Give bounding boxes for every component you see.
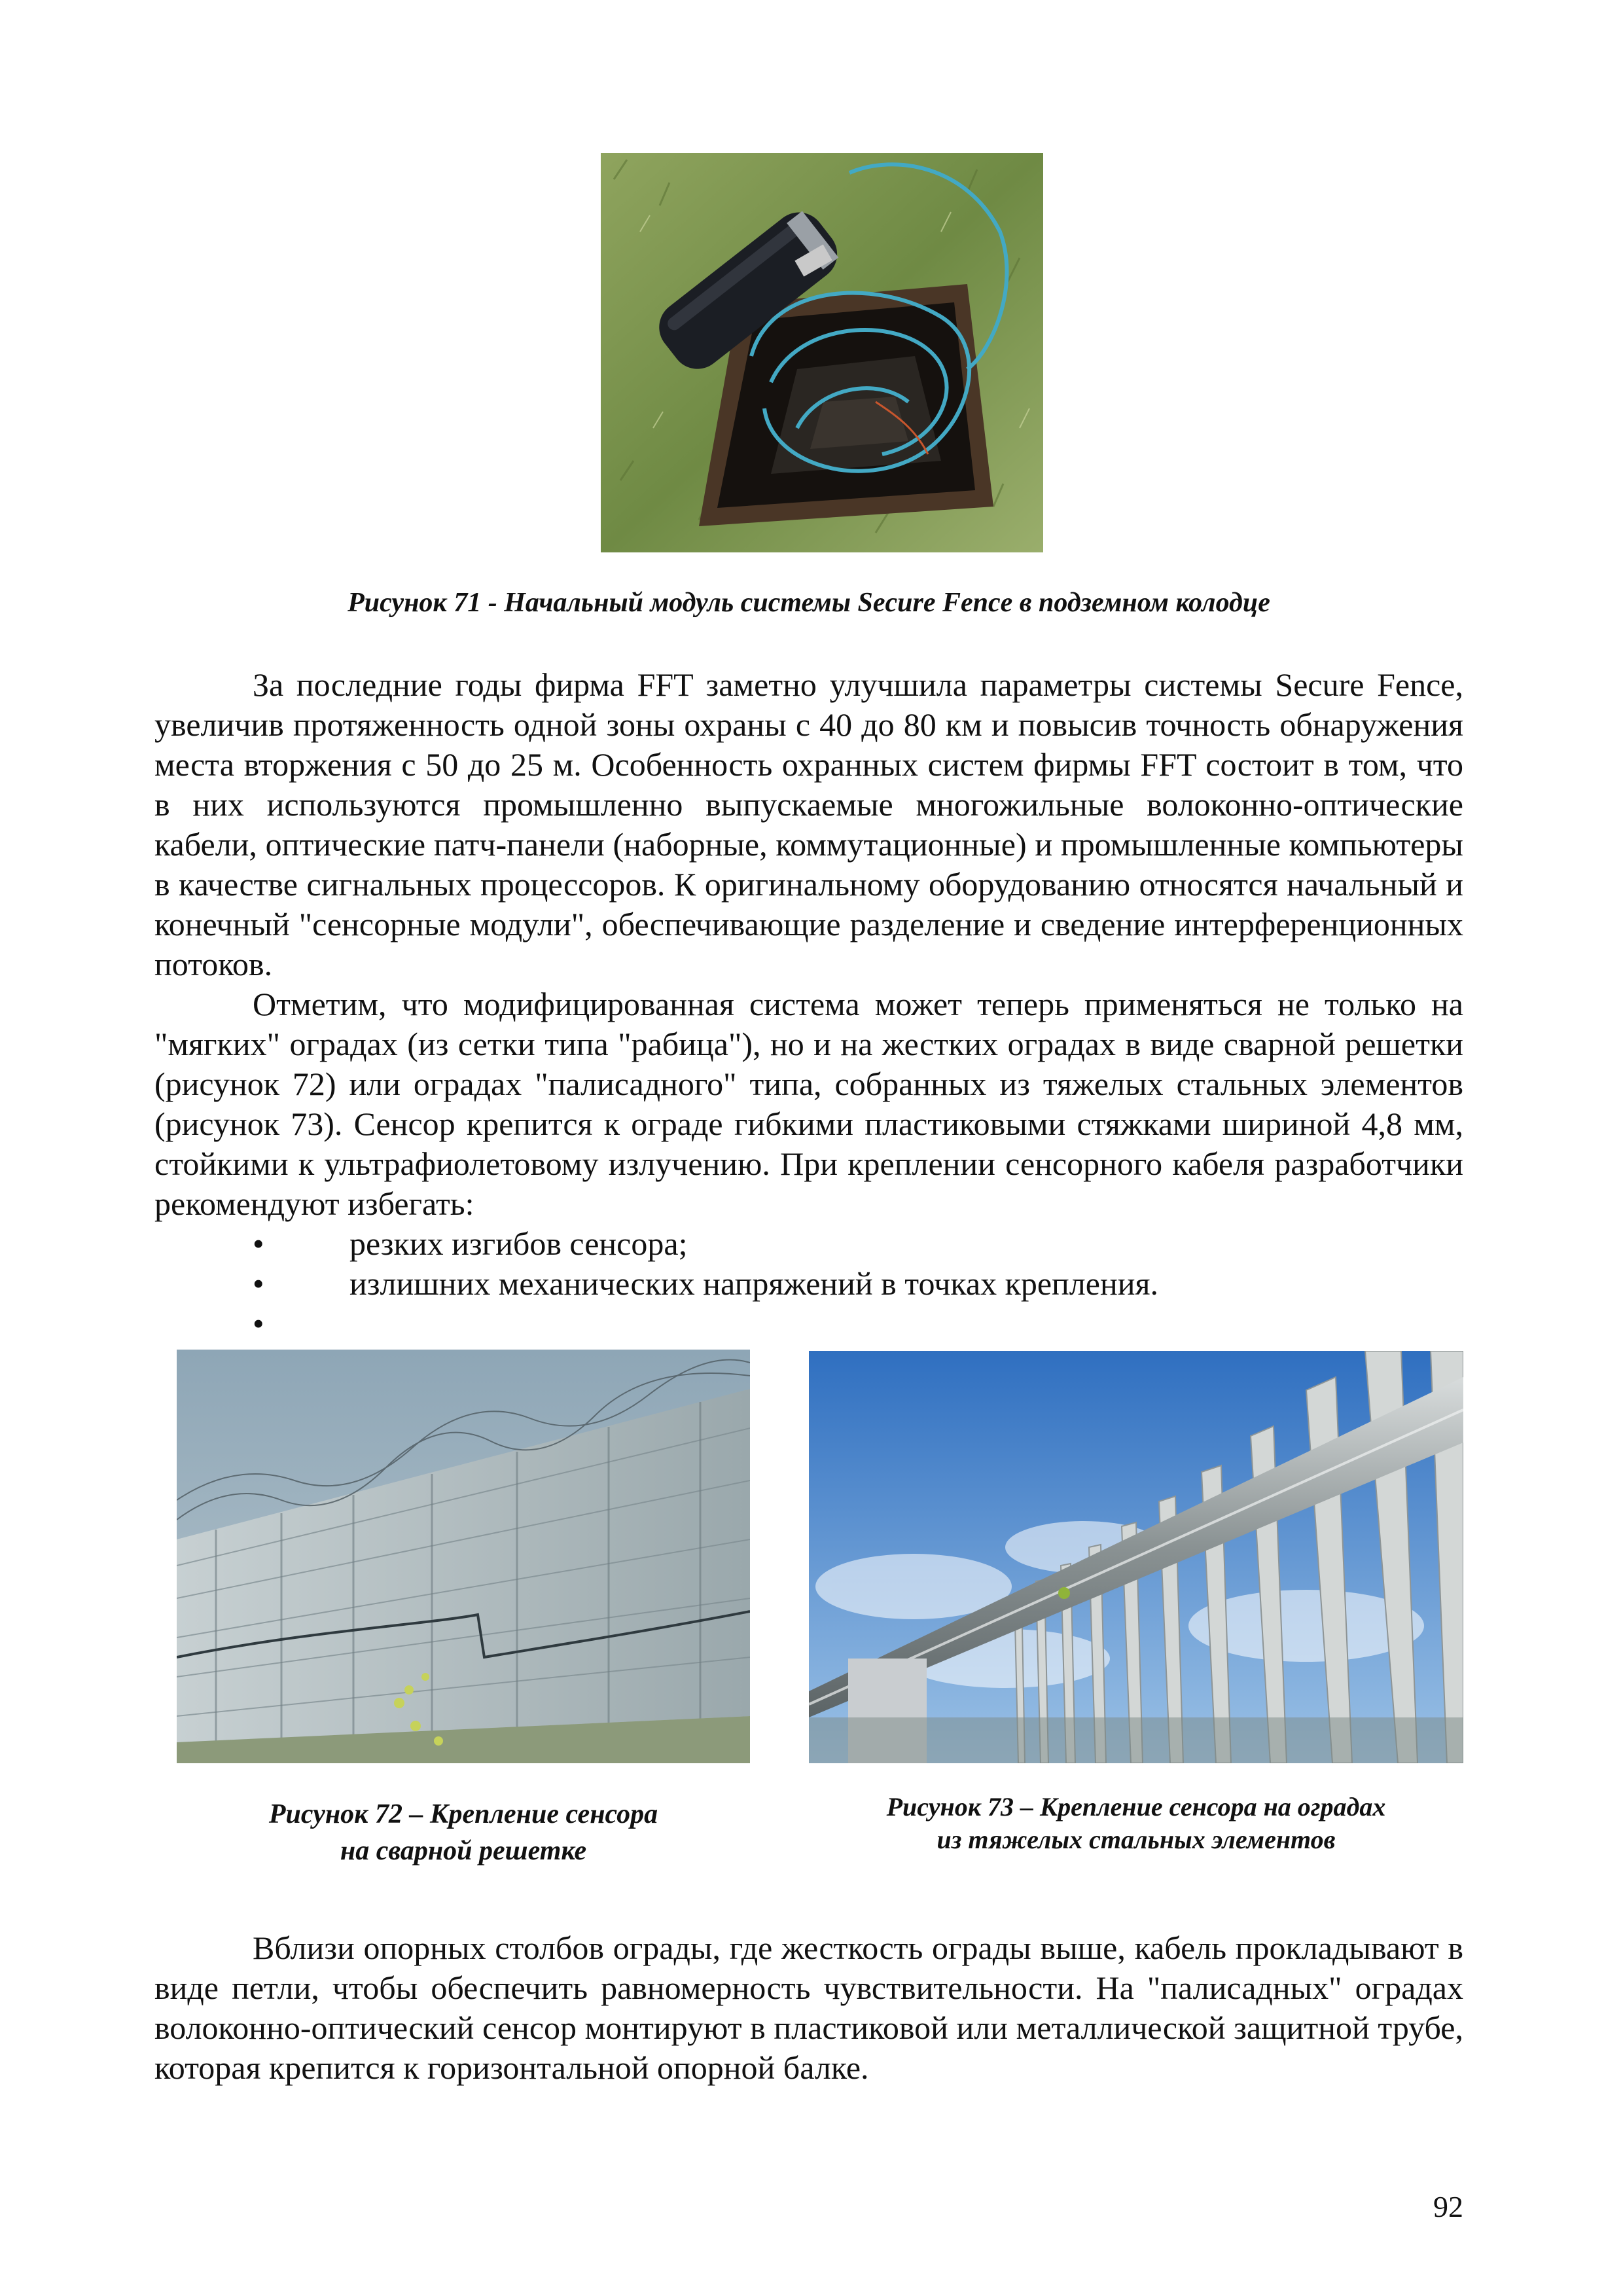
figure-73-caption [809, 1791, 1463, 1856]
figure-72-caption [177, 1796, 750, 1869]
bullet-marker: • [253, 1265, 264, 1302]
bullet-marker: • [253, 1225, 264, 1262]
bullet-list [154, 1224, 1463, 1344]
figure-72-caption-line-2: на сварной решетке [340, 1836, 587, 1866]
figure-71-photo [601, 153, 1043, 552]
figure-73-photo [809, 1351, 1463, 1763]
welded-mesh-fence-image [177, 1350, 750, 1763]
bullet-marker: • [253, 1305, 264, 1342]
sensor-module-well-image [601, 153, 1043, 552]
paragraph-1: За последние годы фирма FFT заметно улучшила параметры системы Secure Fence, увеличив протяженность одной зоны охраны с 40 до 80 км и повысив точность обнаружения места вторжения с 50 до 25 м. Особенность охранных систем фирмы FFT состоит в том, что в них используются промышленно выпускаемые многожильные волоконно-оптические кабели, оптические патч-панели (наборные, коммутационные) и промышленные компьютеры в качестве сигнальных процессоров. К оригинальному оборудованию относятся начальный и конечный "сенсорные модули", обеспечивающие разделение и сведение интерференционных потоков. [154, 666, 1463, 982]
palisade-fence-image [809, 1351, 1463, 1763]
paragraph-3: Вблизи опорных столбов ограды, где жесткость ограды выше, кабель прокладывают в виде петли, чтобы обеспечить равномерность чувствительности. На "палисадных" оградах волоконно-оптический сенсор монтируют в пластиковой или металлической защитной трубе, которая крепится к горизонтальной опорной балке. [154, 1929, 1463, 2086]
figure-72-caption-line-1: Рисунок 72 – Крепление сенсора [268, 1799, 658, 1829]
bullet-item-3 [154, 1304, 1463, 1344]
figure-73-caption-line-1: Рисунок 73 – Крепление сенсора на оградах [886, 1792, 1386, 1821]
figure-71-caption: Рисунок 71 - Начальный модуль системы Secure Fence в подземном колодце [348, 588, 1270, 618]
figure-72-photo [177, 1350, 750, 1763]
main-text [154, 665, 1463, 1344]
page-number: 92 [1433, 2190, 1463, 2223]
bullet-item-2 [154, 1264, 1463, 1304]
bullet-text: излишних механических напряжений в точках крепления. [349, 1265, 1158, 1302]
paragraph-2: Отметим, что модифицированная система может теперь применяться не только на "мягких" оградах (из сетки типа "рабица"), но и на жестких оградах в виде сварной решетки (рисунок 72) или оградах "палисадного" типа, собранных из тяжелых стальных элементов (рисунок 73). Сенсор крепится к ограде гибкими пластиковыми стяжками шириной 4,8 мм, стойкими к ультрафиолетовому излучению. При креплении сенсорного кабеля разработчики рекомендуют избегать: [154, 986, 1463, 1222]
bullet-item-1 [154, 1224, 1463, 1264]
closing-text [154, 1928, 1463, 2088]
bullet-text: резких изгибов сенсора; [349, 1225, 688, 1262]
figure-73-caption-line-2: из тяжелых стальных элементов [936, 1825, 1336, 1854]
